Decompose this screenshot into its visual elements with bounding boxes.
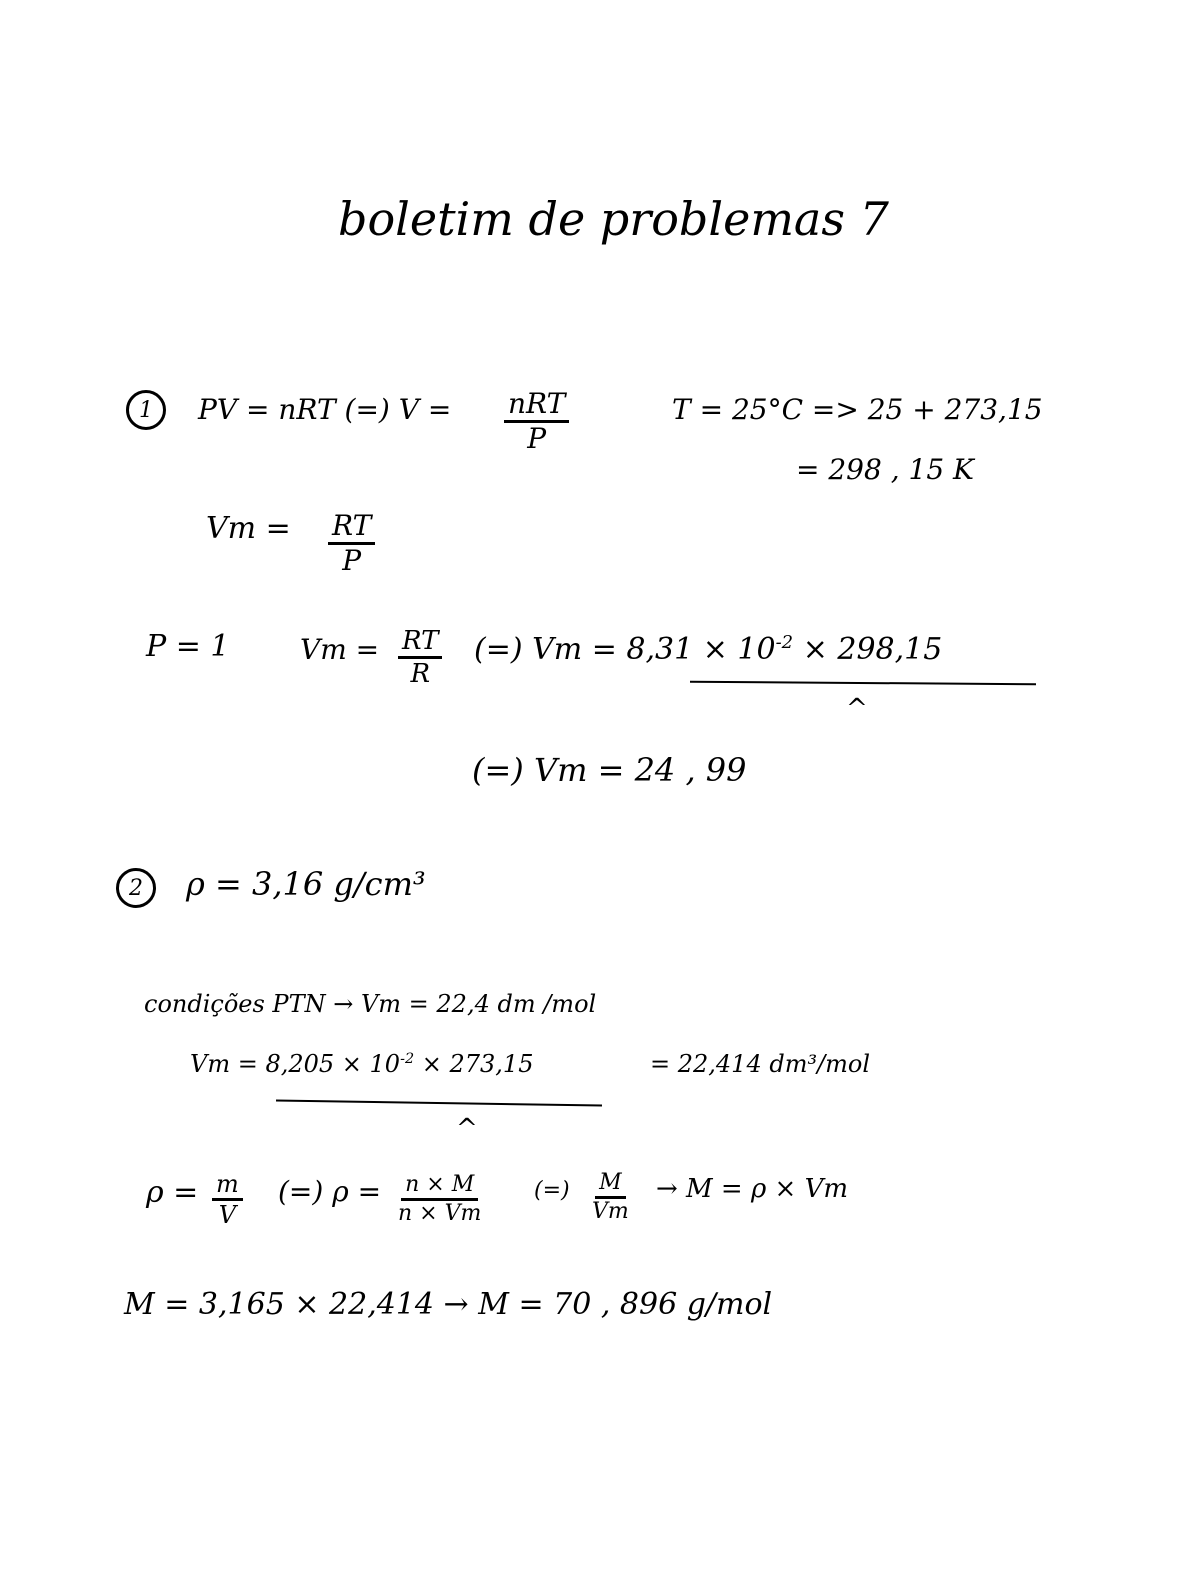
- molar-mass-formula: → M = ρ × Vm: [656, 1174, 849, 1204]
- m-over-vm-fraction: [592, 1172, 629, 1223]
- calc-exponent: -2: [400, 1051, 415, 1067]
- density-lhs: ρ =: [146, 1175, 199, 1210]
- fraction-denominator: Vm: [592, 1199, 629, 1224]
- pressure-value: P = 1: [146, 629, 230, 664]
- page-title: boletim de problemas 7: [338, 192, 889, 246]
- nm-over-nvm-fraction: [398, 1174, 481, 1225]
- fraction-numerator: nRT: [504, 390, 569, 423]
- fraction-denominator: P: [527, 422, 547, 455]
- molar-volume-label: Vm =: [206, 511, 291, 546]
- molar-volume-ptn-result: = 22,414 dm³/mol: [650, 1050, 871, 1078]
- result-marker: ^: [846, 694, 868, 724]
- problem-2-number: 2: [116, 868, 156, 908]
- molar-volume-equation: Vm =: [300, 633, 380, 666]
- molar-mass-result: M = 3,165 × 22,414 → M = 70 , 896 g/mol: [124, 1287, 773, 1322]
- calc-tail: × 273,15: [421, 1050, 534, 1078]
- ptn-conditions: condições PTN → Vm = 22,4 dm /mol: [144, 990, 597, 1018]
- fraction-numerator: n × M: [401, 1174, 478, 1201]
- rt-over-r-fraction: [398, 628, 442, 687]
- density-equivalence: (=) ρ =: [278, 1175, 382, 1208]
- molar-volume-ptn-calc: [190, 1052, 533, 1076]
- fraction-numerator: RT: [398, 628, 442, 659]
- fraction-denominator: V: [218, 1201, 237, 1229]
- density-given: ρ = 3,16 g/cm³: [186, 865, 426, 903]
- fraction-numerator: m: [212, 1172, 243, 1201]
- m-over-v-fraction: [212, 1172, 243, 1227]
- calculation-underline: [690, 681, 1036, 685]
- fraction-denominator: n × Vm: [398, 1201, 482, 1226]
- temperature-line-1: T = 25°C => 25 + 273,15: [672, 393, 1043, 426]
- calc-main: Vm = 8,205 × 10: [190, 1050, 401, 1078]
- problem-1-number: 1: [126, 390, 166, 430]
- fraction-numerator: RT: [328, 512, 375, 545]
- temperature-line-2: = 298 , 15 K: [796, 453, 974, 486]
- molar-volume-calculation: [474, 634, 942, 665]
- molar-volume-result: (=) Vm = 24 , 99: [472, 751, 747, 789]
- fraction-denominator: R: [410, 659, 431, 689]
- fraction-numerator: M: [595, 1172, 626, 1199]
- calc-tail: × 298,15: [802, 632, 943, 667]
- calc-main: (=) Vm = 8,31 × 10: [474, 632, 776, 667]
- calc-exponent: -2: [775, 632, 794, 653]
- fraction-denominator: P: [342, 544, 362, 577]
- rt-over-p-fraction: [328, 509, 375, 577]
- equivalence-symbol: (=): [534, 1178, 570, 1203]
- calculation-underline: [276, 1099, 602, 1106]
- ideal-gas-equation: PV = nRT (=) V =: [198, 393, 452, 426]
- nrt-over-p-fraction: [504, 387, 569, 455]
- result-marker: ^: [456, 1114, 478, 1144]
